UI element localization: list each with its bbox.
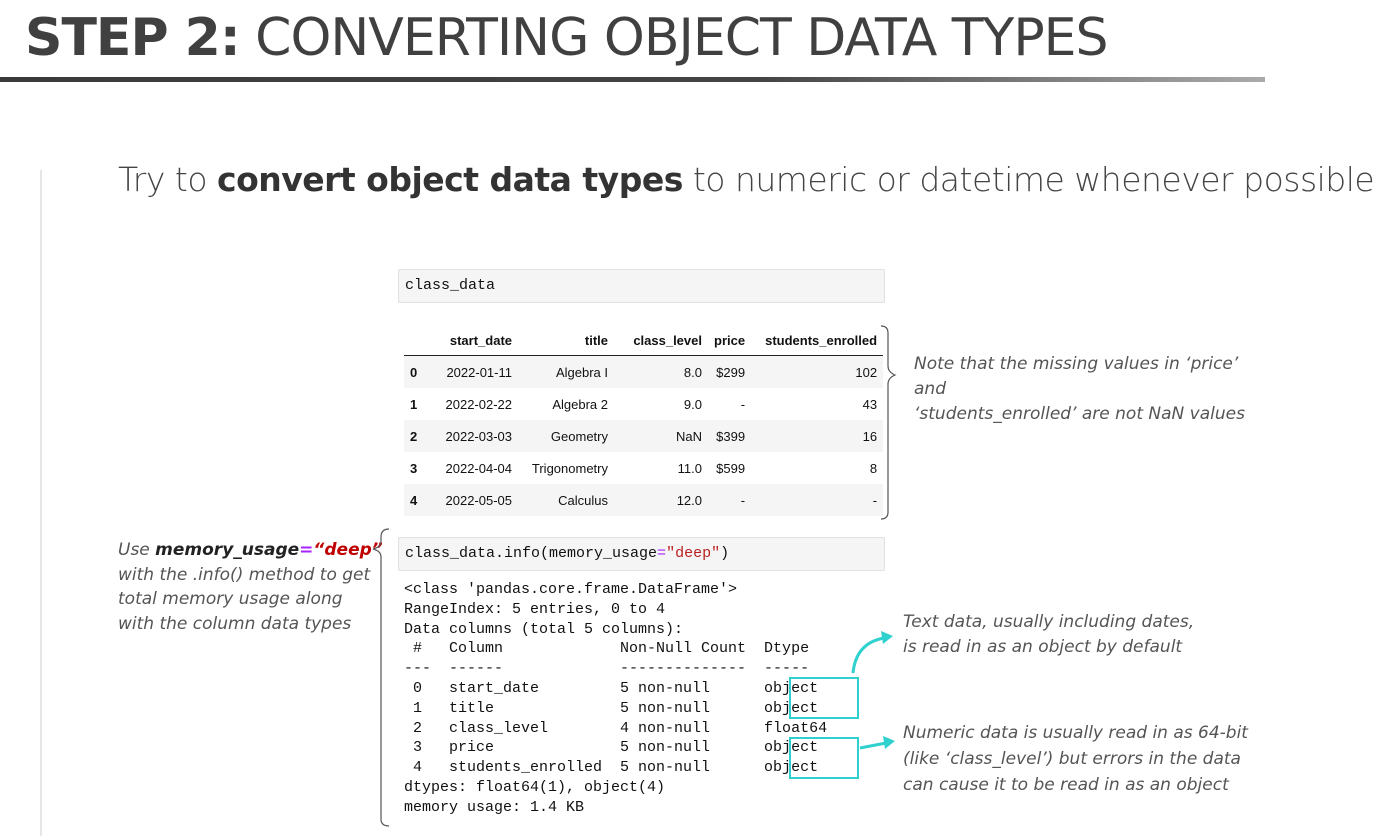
table-cell: 9.0 <box>683 396 702 412</box>
table-cell: $399 <box>708 420 751 452</box>
numeric-data-note-line2: (like ‘class_level’) but errors in the data <box>903 749 1241 769</box>
row-index: 3 <box>410 460 418 476</box>
table-cell: Trigonometry <box>531 460 608 476</box>
info-line: Data columns (total 5 columns): <box>404 620 684 638</box>
code-cell-info-arg: "deep" <box>666 545 721 562</box>
table-cell: - <box>740 396 746 412</box>
row-index: 0 <box>404 356 430 389</box>
table-cell: - <box>708 484 751 516</box>
text-note-arrow <box>853 638 884 673</box>
text-data-note-line2: is read in as an object by default <box>903 637 1183 657</box>
numeric-data-note-line3: can cause it to be read in as an object <box>903 775 1229 795</box>
memory-usage-note-line2: with the .info() method to get <box>118 564 371 585</box>
table-cell: 102 <box>751 356 883 389</box>
text-note-arrowhead <box>881 631 893 644</box>
table-cell: Calculus <box>518 484 614 516</box>
slide-title-step: STEP 2: <box>25 8 240 68</box>
column-header: students_enrolled <box>751 325 883 356</box>
missing-values-note-line2: ‘students_enrolled’ are not NaN values <box>914 404 1245 424</box>
numeric-note-arrow <box>860 743 886 748</box>
memory-usage-note-pre: Use <box>118 540 156 560</box>
subtitle-pre: Try to <box>118 160 218 199</box>
info-line: --- ------ -------------- ----- <box>404 660 828 678</box>
table-cell: 8 <box>869 460 878 476</box>
missing-values-note-line1: Note that the missing values in ‘price’ and <box>914 354 1239 399</box>
info-line: dtypes: float64(1), object(4) <box>404 778 666 796</box>
code-cell-info-eq: = <box>657 545 667 562</box>
subtitle-post: to numeric or datetime whenever possible <box>682 160 1374 199</box>
table-cell: 2022-04-04 <box>445 460 512 476</box>
table-cell: 2022-01-11 <box>430 356 518 389</box>
table-cell: Algebra I <box>518 356 614 389</box>
memory-usage-note-eq: = <box>299 540 314 560</box>
info-line: 3 price 5 non-null object <box>404 739 828 757</box>
column-header: start_date <box>430 325 518 356</box>
text-data-note-line1: Text data, usually including dates, <box>903 612 1195 632</box>
numeric-note-arrowhead <box>883 736 895 749</box>
table-cell: Geometry <box>518 420 614 452</box>
subtitle-bold: convert object data types <box>217 160 683 199</box>
table-cell: $299 <box>708 356 751 389</box>
row-index: 4 <box>404 484 430 516</box>
table-cell: - <box>751 484 883 516</box>
column-header: class_level <box>614 325 708 356</box>
table-cell: Algebra 2 <box>552 396 608 412</box>
table-cell: 2022-03-03 <box>430 420 518 452</box>
code-cell-info-fn: class_data.info(memory_usage <box>405 545 658 562</box>
info-line: # Column Non-Null Count Dtype <box>404 640 828 658</box>
row-index: 2 <box>404 420 430 452</box>
code-cell-class-data-text: class_data <box>405 277 496 294</box>
info-line: RangeIndex: 5 entries, 0 to 4 <box>404 600 666 618</box>
info-line: 4 students_enrolled 5 non-null object <box>404 759 828 777</box>
table-cell: 43 <box>862 396 878 412</box>
info-line: <class 'pandas.core.frame.DataFrame'> <box>404 581 738 598</box>
info-line: 1 title 5 non-null object <box>404 699 828 717</box>
column-header: price <box>708 325 751 356</box>
row-index: 1 <box>410 396 418 412</box>
table-cell: 11.0 <box>677 460 702 476</box>
table-cell: 16 <box>751 420 883 452</box>
table-cell: 2022-02-22 <box>445 396 512 412</box>
memory-usage-note-param: memory_usage <box>155 540 300 560</box>
slide-title-text: CONVERTING OBJECT DATA TYPES <box>239 8 1108 68</box>
table-cell: $599 <box>716 460 746 476</box>
memory-usage-note-line4: with the column data types <box>118 613 352 634</box>
table-right-brace <box>881 326 895 519</box>
table-cell: NaN <box>614 420 708 452</box>
memory-usage-note-line3: total memory usage along <box>118 589 343 609</box>
numeric-data-note-line1: Numeric data is usually read in as 64-bit <box>903 723 1248 743</box>
table-cell: 8.0 <box>614 356 708 389</box>
info-line: memory usage: 1.4 KB <box>404 798 585 816</box>
table-cell: 12.0 <box>614 484 708 516</box>
info-line: 0 start_date 5 non-null object <box>404 679 828 697</box>
memory-usage-note-value: “deep” <box>313 540 383 560</box>
table-cell: 2022-05-05 <box>430 484 518 516</box>
code-cell-info-close: ) <box>720 545 730 562</box>
column-header: title <box>518 325 614 356</box>
info-left-brace <box>373 529 389 826</box>
info-line: 2 class_level 4 non-null float64 <box>404 719 828 737</box>
